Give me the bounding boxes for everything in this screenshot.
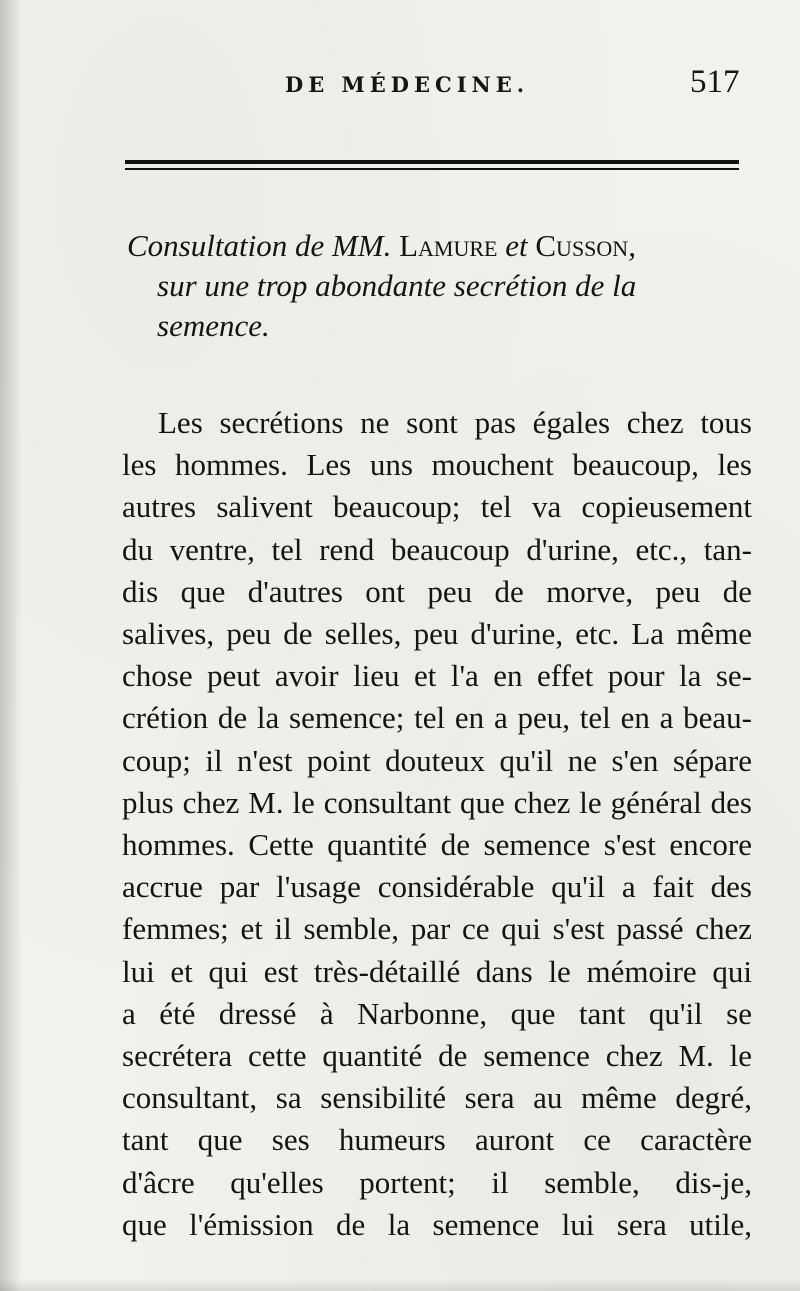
page-number: 517 [690,64,740,100]
header-rule-thin [125,168,739,170]
title-prefix: Consultation de MM. [127,228,392,263]
body-line: que l'émission de la semence lui sera utile, [122,1206,752,1242]
body-line: dis que d'autres ont peu de morve, peu de [122,573,752,609]
header-rule-thick [125,160,739,164]
body-line: autres salivent beaucoup; tel va copieusement [122,489,752,525]
body-paragraph [122,402,752,1246]
page-gutter-shadow [0,0,22,1291]
body-line: secrétera cette quantité de semence chez M. le [122,1038,752,1074]
body-line: tant que ses humeurs auront ce caractère [122,1122,752,1158]
title-conjunction: et [505,228,528,263]
body-line: salives, peu de selles, peu d'urine, etc. La même [122,616,752,652]
title-line-2: sur une trop abondante secrétion de la [157,268,637,303]
body-line: femmes; et il semble, par ce qui s'est passé chez [122,911,752,947]
body-line: lui et qui est très-détaillé dans le mémoire qui [122,953,752,989]
body-line: accrue par l'usage considérable qu'il a fait des [122,869,752,905]
body-line: du ventre, tel rend beaucoup d'urine, etc., tan- [122,531,752,567]
body-line: chose peut avoir lieu et l'a en effet pour la se- [122,658,752,694]
body-line: plus chez M. le consultant que chez le général des [122,784,752,820]
body-line: a été dressé à Narbonne, que tant qu'il se [122,995,752,1031]
body-line: coup; il n'est point douteux qu'il ne s'en sépare [122,742,752,778]
body-line: crétion de la semence; tel en a peu, tel en a beau- [122,700,752,736]
section-title [127,226,747,346]
body-line: les hommes. Les uns mouchent beaucoup, les [122,447,752,483]
page-bottom-edge [0,1279,800,1291]
body-line: Les secrétions ne sont pas égales chez tous [158,405,752,440]
title-name-lamure: Lamure [399,228,498,263]
body-line: hommes. Cette quantité de semence s'est encore [122,827,752,863]
body-line: consultant, sa sensibilité sera au même degré, [122,1080,752,1116]
body-line: d'âcre qu'elles portent; il semble, dis-je, [122,1164,752,1200]
title-comma: , [628,228,636,263]
title-line-3: semence. [157,308,270,343]
title-line-1 [127,226,747,266]
title-name-cusson: Cusson [535,228,629,263]
running-header: DE MÉDECINE. [285,72,530,97]
